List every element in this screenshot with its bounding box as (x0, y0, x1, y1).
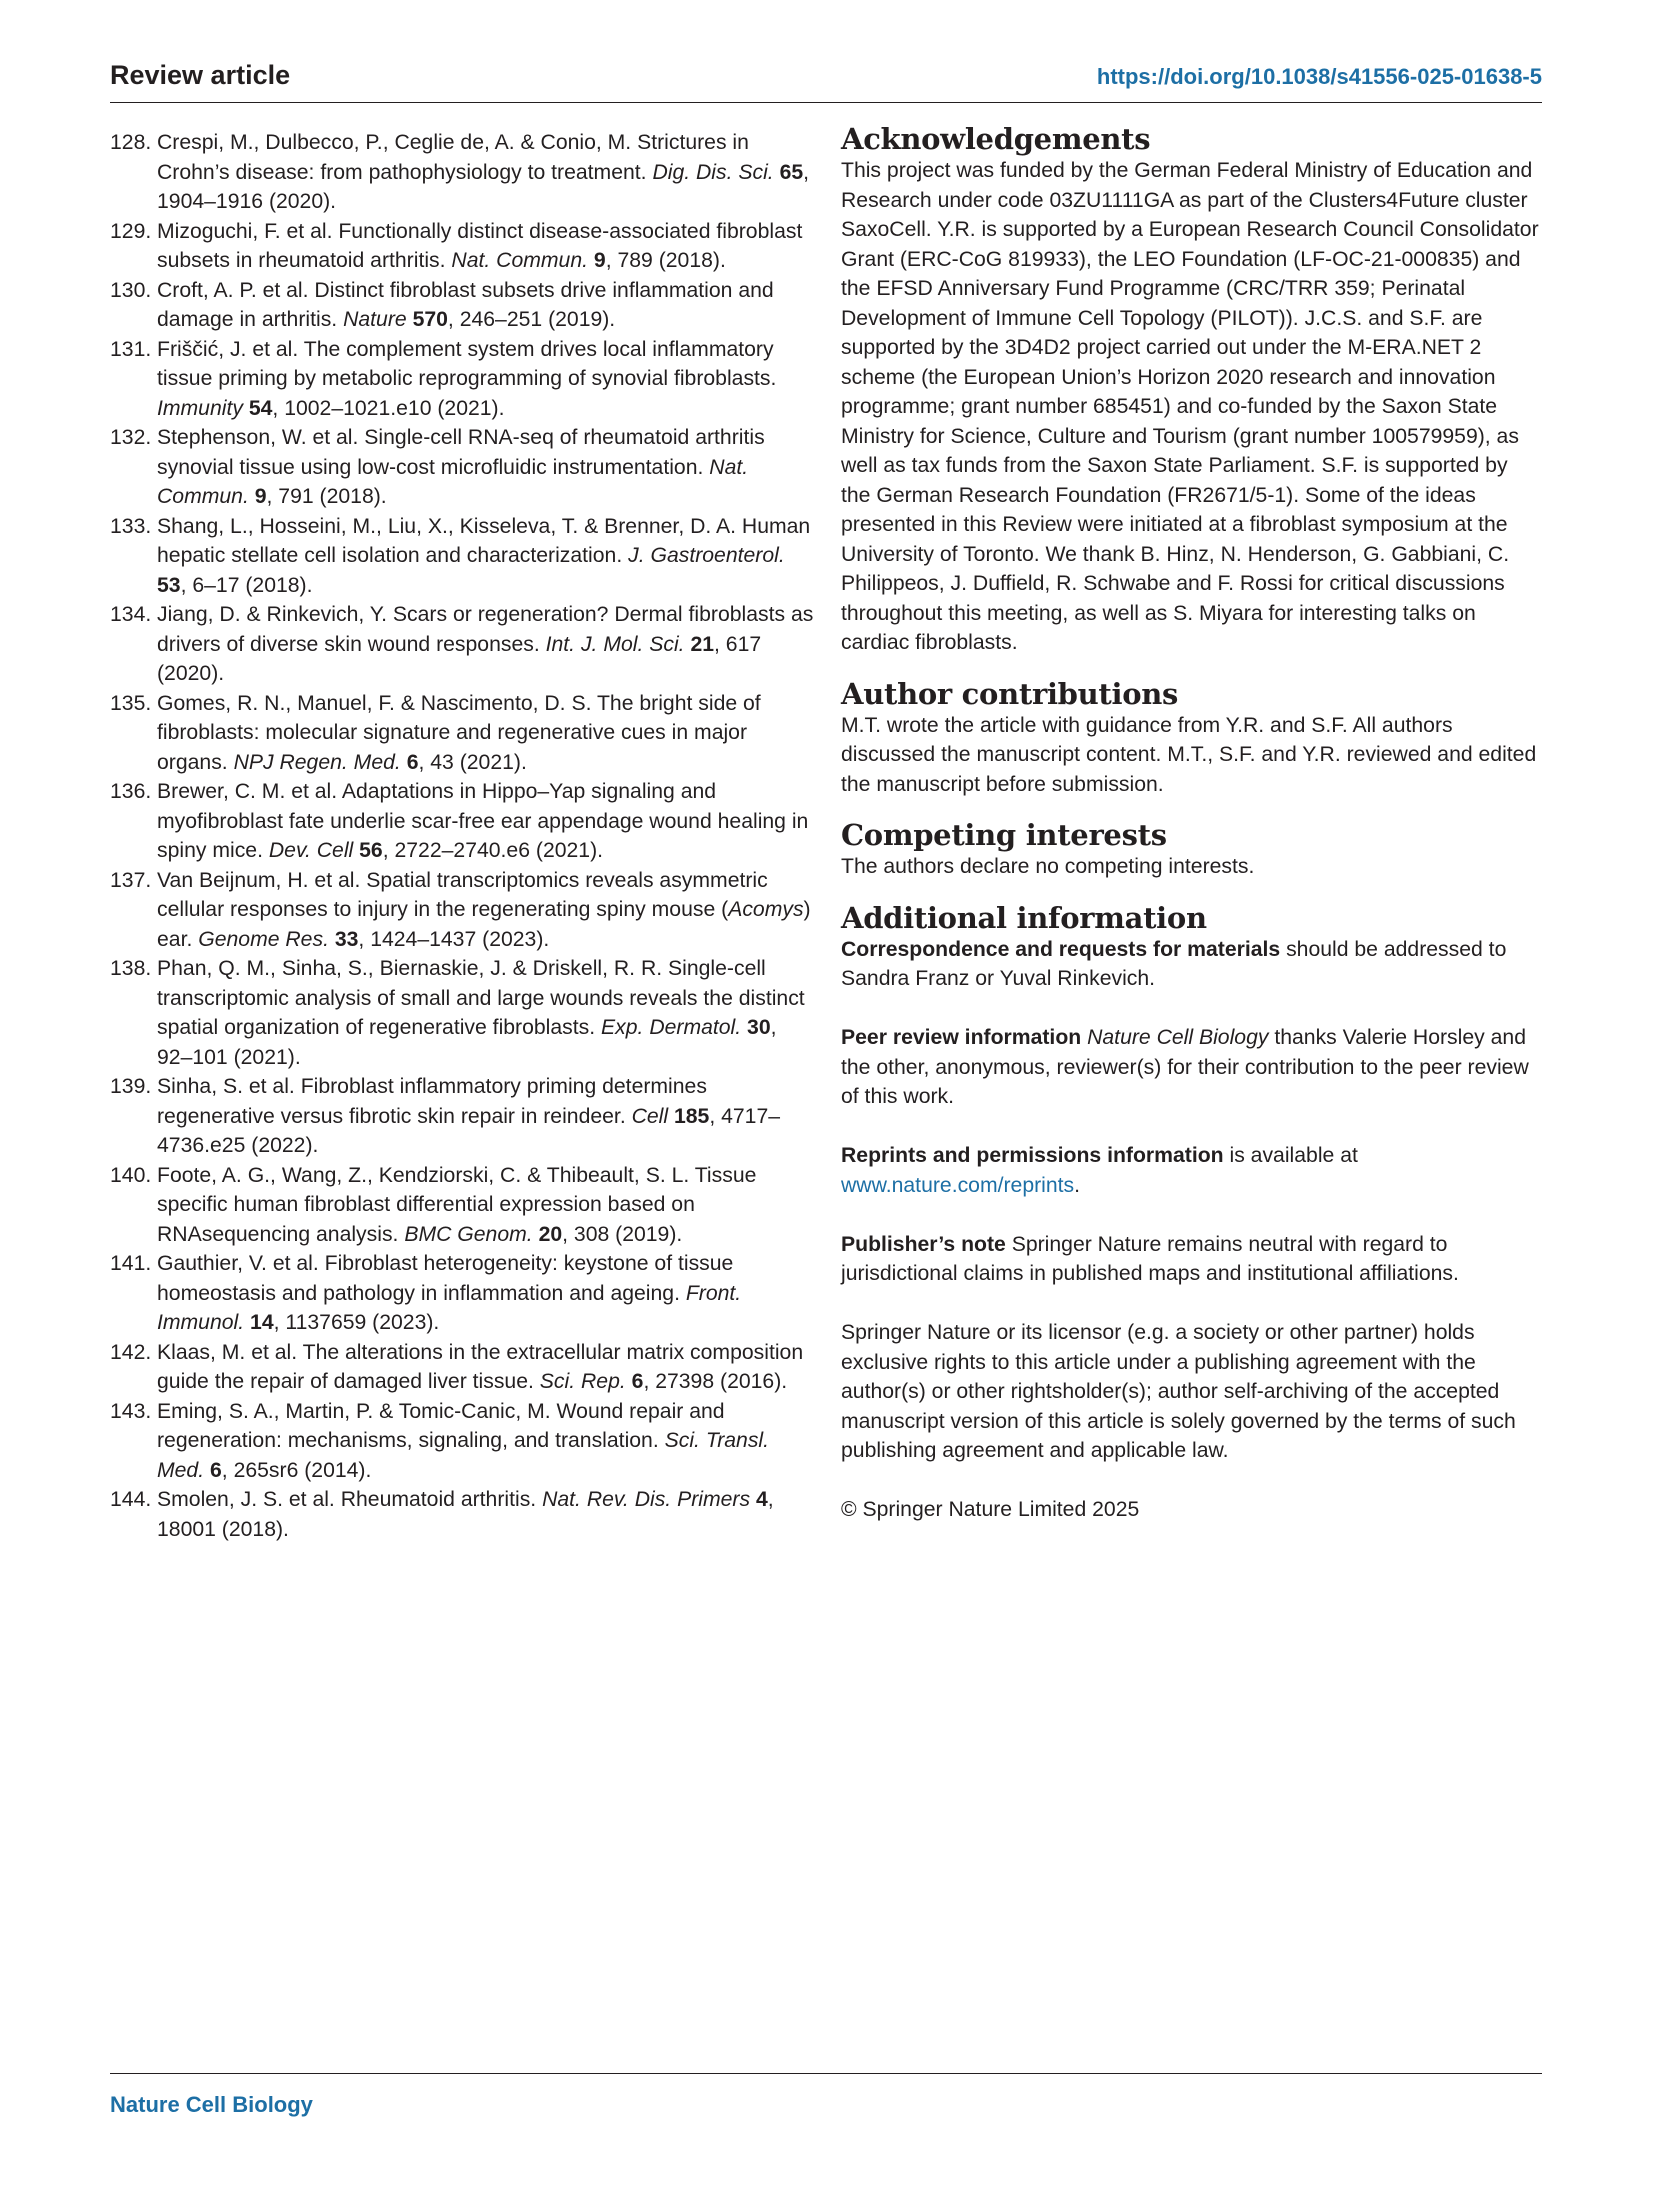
reference-item: 133. Shang, L., Hosseini, M., Liu, X., Kisseleva, T. & Brenner, D. A. Human hepatic stellate cell isolation and characterization. J. Gastroenterol. 53, 6–17 (2018). (110, 512, 816, 601)
reference-number: 137. (110, 868, 152, 892)
reference-volume: 56 (359, 839, 383, 862)
reference-journal: J. Gastroenterol. (628, 544, 785, 567)
reference-number: 139. (110, 1075, 152, 1098)
reprints-link[interactable]: www.nature.com/reprints (841, 1173, 1075, 1197)
reference-volume: 9 (254, 485, 267, 508)
reference-volume: 570 (412, 308, 448, 331)
reference-number: 136. (110, 780, 152, 803)
reference-journal: Nat. Commun. (451, 249, 588, 272)
correspondence-text: Correspondence and requests for materials should be addressed to Sandra Franz or Yuval Rinkevich. (841, 937, 1507, 990)
reference-item: 136. Brewer, C. M. et al. Adaptations in Hippo–Yap signaling and myofibroblast fate underlie scar-free ear appendage wound healing in spiny mice. Dev. Cell 56, 2722–2740.e6 (2021). (110, 777, 816, 866)
reference-item: 143. Eming, S. A., Martin, P. & Tomic-Canic, M. Wound repair and regeneration: mechanisms, signaling, and translation. Sci. Transl. Med. 6, 265sr6 (2014). (110, 1397, 816, 1486)
acknowledgements-heading: Acknowledgements (841, 122, 1151, 156)
reference-journal: Nat. Commun. (157, 455, 749, 508)
reference-volume: 30 (747, 1016, 771, 1039)
reference-number: 132. (110, 426, 152, 449)
reference-item: 137. Van Beijnum, H. et al. Spatial transcriptomics reveals asymmetric cellular responses to injury in the regenerating spiny mouse (Acomys) ear. Genome Res. 33, 1424–1437 (2023). (110, 866, 816, 955)
reference-volume: 185 (673, 1104, 710, 1128)
reference-journal: Acomys (728, 898, 804, 921)
reference-journal: NPJ Regen. Med. (233, 750, 401, 774)
reference-number: 131. (110, 337, 152, 361)
reference-item: 141. Gauthier, V. et al. Fibroblast heterogeneity: keystone of tissue homeostasis and pathology in inflammation and ageing. Front. Immunol. 14, 1137659 (2023). (110, 1249, 816, 1338)
acknowledgements-text: This project was funded by the German Federal Ministry of Education and Research under code 03ZU1111GA as part of the Clusters4Future cluster SaxoCell. Y.R. is supported by a European Research Council Consolidator Grant (ERC-CoG 819933), the LEO Foundation (LF-OC-21-000835) and the EFSD Anniversary Fund Programme (CRC/TRR 359; Perinatal Development of Immune Cell Topology (PILOT)). J.C.S. and S.F. are supported by the 3D4D2 project carried out under the M-ERA.NET 2 scheme (the European Union’s Horizon 2020 research and innovation programme; grant number 685451) and co-funded by the Saxon State Ministry for Science, Culture and Tourism (grant number 100579959), as well as tax funds from the Saxon State Parliament. S.F. is supported by the German Research Foundation (FR2671/5-1). Some of the ideas presented in this Review were initiated at a fibroblast symposium at the University of Toronto. We thank B. Hinz, N. Henderson, G. Gabbiani, C. Philippeos, J. Duffield, R. Schwabe and F. Rossi for critical discussions throughout this meeting, as well as S. Miyara for interesting talks on cardiac fibroblasts. (841, 159, 1539, 654)
reference-journal: Immunity (157, 396, 243, 420)
reference-journal: BMC Genom. (404, 1222, 533, 1246)
reference-item: 134. Jiang, D. & Rinkevich, Y. Scars or regeneration? Dermal fibroblasts as drivers of diverse skin wound responses. Int. J. Mol. Sci. 21, 617 (2020). (110, 600, 816, 689)
reference-volume: 54 (248, 396, 273, 420)
reference-journal: Nat. Rev. Dis. Primers (542, 1488, 751, 1511)
reprints-label: Reprints and permissions information (841, 1144, 1224, 1167)
page-header (110, 60, 1542, 104)
reference-volume: 6 (406, 750, 419, 774)
article-type: Review article (110, 60, 291, 90)
reference-list (110, 128, 816, 1544)
reference-item: 144. Smolen, J. S. et al. Rheumatoid arthritis. Nat. Rev. Dis. Primers 4, 18001 (2018). (110, 1485, 816, 1544)
reference-volume: 20 (538, 1222, 563, 1246)
peer-review-text: Peer review information Nature Cell Biology thanks Valerie Horsley and the other, anonymous, reviewer(s) for their contribution to the peer review of this work. (841, 1026, 1529, 1108)
reference-item: 128. Crespi, M., Dulbecco, P., Ceglie de, A. & Conio, M. Strictures in Crohn’s disease: from pathophysiology to treatment. Dig. Dis. Sci. 65, 1904–1916 (2020). (110, 128, 816, 217)
author-contributions-text: M.T. wrote the article with guidance from Y.R. and S.F. All authors discussed the manuscript content. M.T., S.F. and Y.R. reviewed and edited the manuscript before submission. (841, 713, 1537, 796)
reference-journal: Exp. Dermatol. (601, 1016, 742, 1039)
reference-volume: 6 (210, 1458, 222, 1482)
reference-number: 133. (110, 514, 152, 538)
footer-rule (110, 2073, 1542, 2074)
reference-number: 144. (110, 1488, 152, 1511)
reference-journal: Cell (631, 1104, 669, 1128)
reference-number: 134. (110, 603, 152, 626)
reference-journal: Int. J. Mol. Sci. (545, 632, 685, 656)
reference-volume: 4 (755, 1488, 768, 1511)
reference-item: 138. Phan, Q. M., Sinha, S., Biernaskie, J. & Driskell, R. R. Single-cell transcriptomic analysis of small and large wounds reveals the distinct spatial organization of regenerative fibroblasts. Exp. Dermatol. 30, 92–101 (2021). (110, 954, 816, 1072)
publisher-note-label: Publisher’s note (841, 1232, 1006, 1256)
reference-item: 129. Mizoguchi, F. et al. Functionally distinct disease-associated fibroblast subsets in rheumatoid arthritis. Nat. Commun. 9, 789 (2018). (110, 217, 816, 276)
doi-link[interactable]: https://doi.org/10.1038/s41556-025-01638-5 (1096, 64, 1542, 89)
author-contributions-heading: Author contributions (841, 676, 1179, 711)
reference-number: 128. (110, 131, 152, 154)
additional-information-heading: Additional information (841, 900, 1207, 935)
correspondence-label: Correspondence and requests for materials (841, 937, 1281, 961)
reference-journal: Sci. Rep. (539, 1370, 626, 1393)
reference-item: 132. Stephenson, W. et al. Single-cell RNA-seq of rheumatoid arthritis synovial tissue using low-cost microfluidic instrumentation. Nat. Commun. 9, 791 (2018). (110, 423, 816, 512)
reference-volume: 65 (779, 160, 804, 184)
reference-number: 140. (110, 1163, 152, 1187)
peer-review-label: Peer review information (841, 1026, 1082, 1049)
reference-number: 135. (110, 691, 152, 715)
reference-volume: 33 (334, 927, 359, 951)
reference-journal: Sci. Transl. Med. (157, 1429, 770, 1482)
reference-number: 142. (110, 1340, 152, 1364)
reference-journal: Dev. Cell (268, 839, 354, 862)
reference-item: 131. Friščić, J. et al. The complement system drives local inflammatory tissue priming by metabolic reprogramming of synovial fibroblasts. Immunity 54, 1002–1021.e10 (2021). (110, 335, 816, 424)
reference-number: 138. (110, 957, 152, 980)
footer-journal-name: Nature Cell Biology (110, 2092, 313, 2117)
reference-item: 139. Sinha, S. et al. Fibroblast inflammatory priming determines regenerative versus fibrotic skin repair in reindeer. Cell 185, 4717–4736.e25 (2022). (110, 1072, 816, 1161)
header-rule (110, 102, 1542, 103)
copyright-text: © Springer Nature Limited 2025 (841, 1498, 1140, 1521)
reference-item: 135. Gomes, R. N., Manuel, F. & Nascimento, D. S. The bright side of fibroblasts: molecular signature and regenerative cues in major organs. NPJ Regen. Med. 6, 43 (2021). (110, 689, 816, 778)
reference-number: 143. (110, 1399, 152, 1423)
competing-interests-heading: Competing interests (841, 818, 1167, 852)
reference-journal: Dig. Dis. Sci. (652, 160, 774, 184)
reference-item: 142. Klaas, M. et al. The alterations in the extracellular matrix composition guide the repair of damaged liver tissue. Sci. Rep. 6, 27398 (2016). (110, 1338, 816, 1397)
reference-journal: Front. Immunol. (157, 1281, 742, 1334)
rights-text: Springer Nature or its licensor (e.g. a society or other partner) holds exclusive rights to this article under a publishing agreement with the author(s) or other rightsholder(s); author self-archiving of the accepted manuscript version of this article is solely governed by the terms of such publishing agreement and applicable law. (841, 1321, 1516, 1462)
reference-journal: Genome Res. (198, 927, 329, 951)
reference-journal: Nature (343, 308, 407, 331)
reference-item: 130. Croft, A. P. et al. Distinct fibroblast subsets drive inflammation and damage in arthritis. Nature 570, 246–251 (2019). (110, 276, 816, 335)
reference-volume: 21 (690, 632, 715, 656)
reference-volume: 14 (250, 1311, 274, 1334)
back-matter (841, 122, 1541, 1525)
reference-item: 140. Foote, A. G., Wang, Z., Kendziorski, C. & Thibeault, S. L. Tissue specific human fibroblast differential expression based on RNAsequencing analysis. BMC Genom. 20, 308 (2019). (110, 1161, 816, 1250)
competing-interests-text: The authors declare no competing interests. (841, 855, 1255, 878)
reference-number: 141. (110, 1252, 152, 1275)
reference-volume: 9 (593, 249, 606, 272)
reference-volume: 53 (157, 573, 181, 597)
reference-number: 129. (110, 219, 152, 243)
publisher-note-text: Publisher’s note Springer Nature remains neutral with regard to jurisdictional claims in published maps and institutional affiliations. (841, 1232, 1459, 1285)
reprints-text: Reprints and permissions information is available at www.nature.com/reprints. (841, 1144, 1358, 1197)
reference-number: 130. (110, 278, 152, 302)
reference-volume: 6 (631, 1370, 644, 1393)
